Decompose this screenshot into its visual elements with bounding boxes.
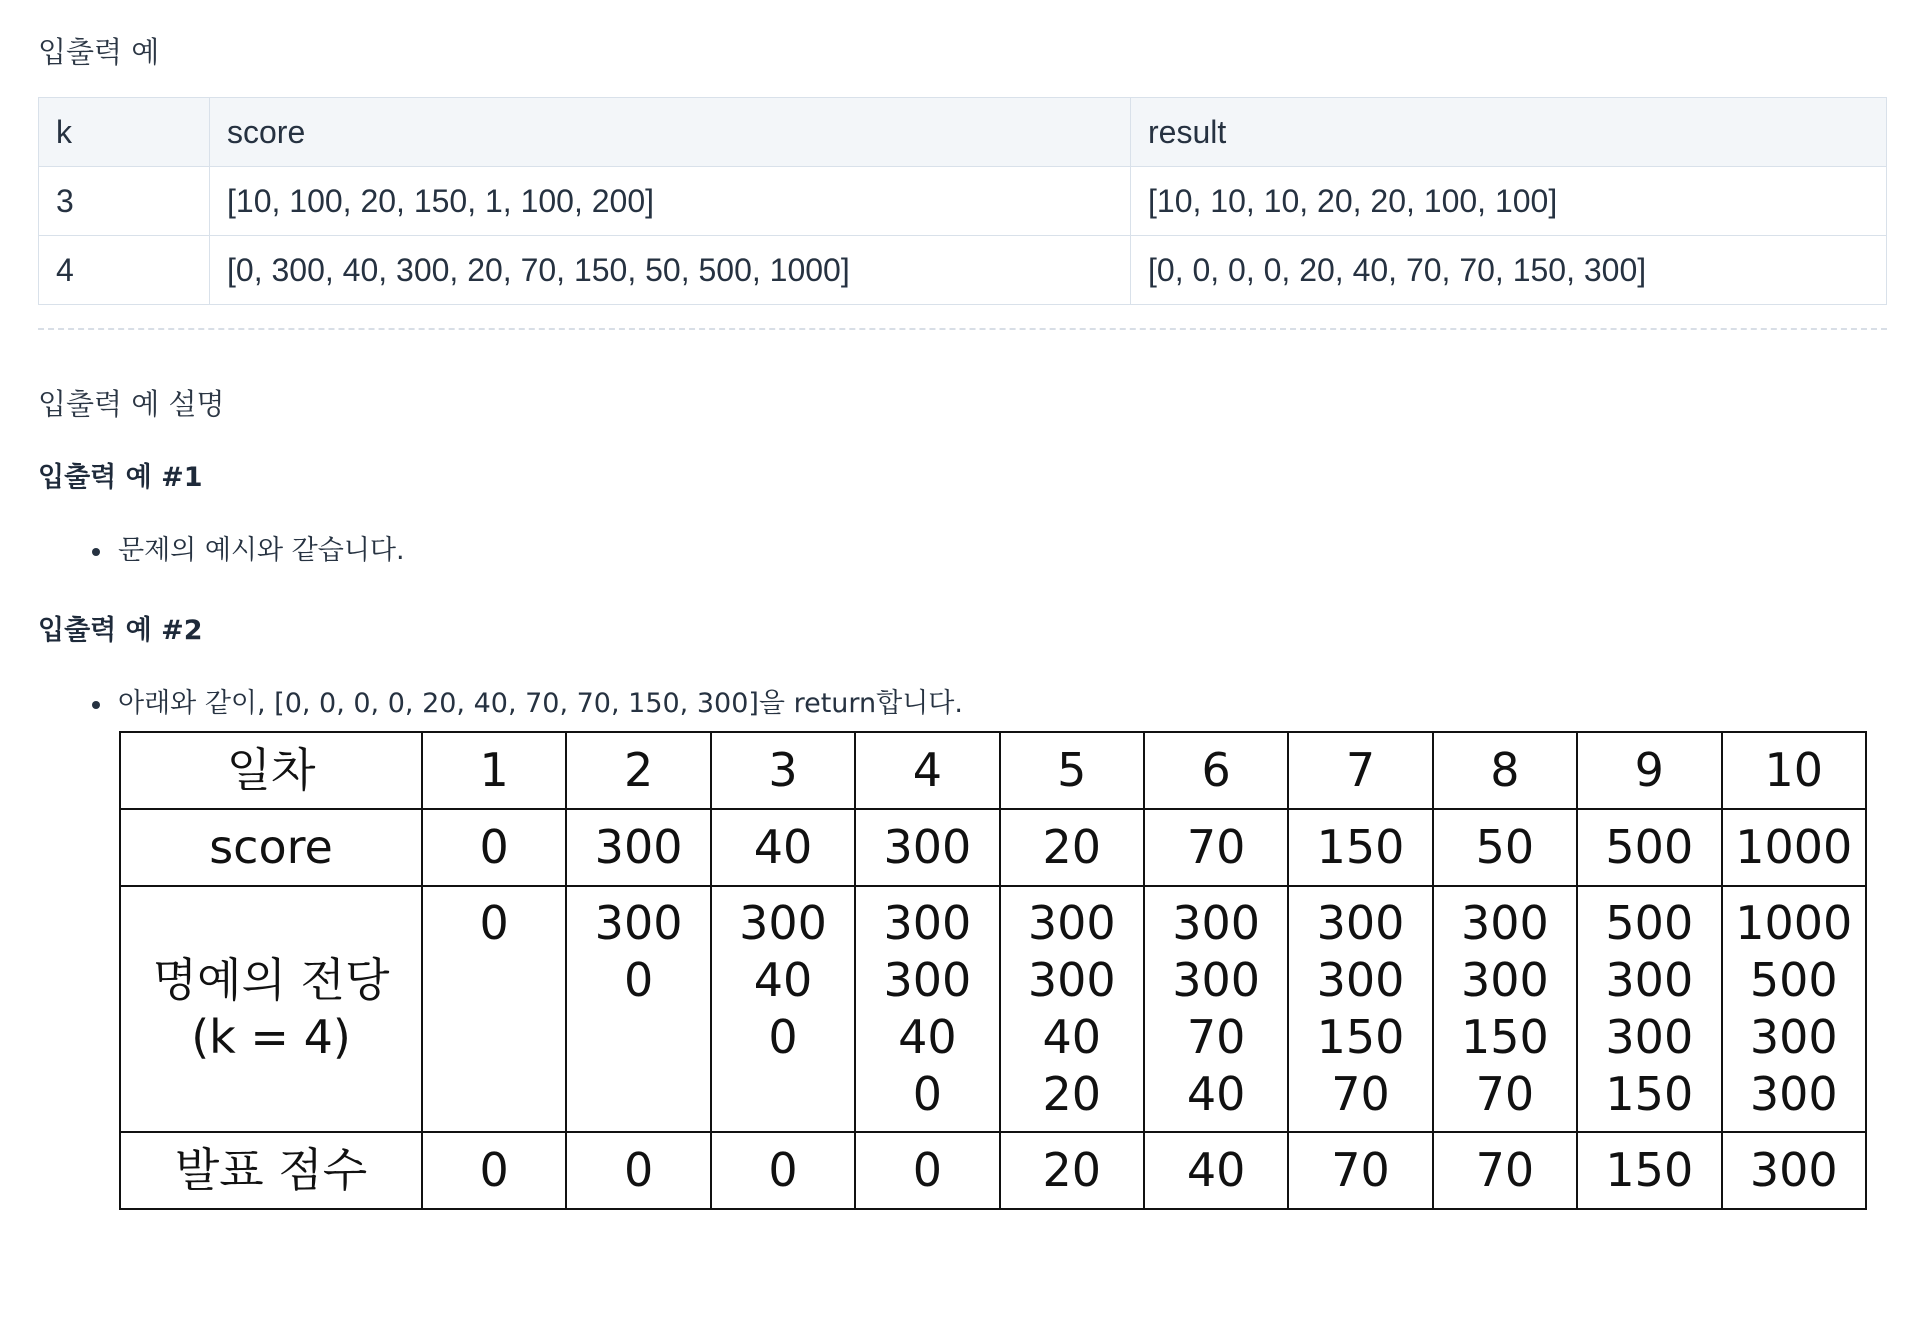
score-cell: 0 xyxy=(422,809,566,886)
hall-entry: 300 xyxy=(1027,896,1116,950)
announce-cell: 0 xyxy=(422,1132,566,1209)
hall-entry: 40 xyxy=(1042,1010,1102,1064)
day-cell: 1 xyxy=(422,732,566,809)
hall-entry: 40 xyxy=(1186,1067,1246,1121)
cell-result: [10, 10, 10, 20, 20, 100, 100] xyxy=(1131,167,1887,236)
day-cell: 10 xyxy=(1722,732,1866,809)
score-cell: 50 xyxy=(1433,809,1577,886)
io-example-heading: 입출력 예 xyxy=(38,35,160,69)
day-cell: 5 xyxy=(1000,732,1144,809)
list-item: 아래와 같이, [0, 0, 0, 0, 20, 40, 70, 70, 150, 300]을 return합니다. xyxy=(92,686,963,722)
hall-entry: 150 xyxy=(1461,1010,1549,1064)
score-cell: 150 xyxy=(1288,809,1432,886)
hall-entry: 300 xyxy=(883,953,972,1007)
hall-label-title: 명예의 전당 xyxy=(152,953,390,1007)
hall-entry: 1000 xyxy=(1735,896,1853,950)
table-row xyxy=(39,236,1887,305)
day-cell: 7 xyxy=(1288,732,1432,809)
hall-entry: 300 xyxy=(1605,1010,1694,1064)
announce-cell: 0 xyxy=(566,1132,710,1209)
hall-entry: 0 xyxy=(479,896,509,950)
hall-entry: 300 xyxy=(1749,1010,1838,1064)
score-cell: 300 xyxy=(855,809,999,886)
day-row xyxy=(120,732,1866,809)
cell-score: [0, 300, 40, 300, 20, 70, 150, 50, 500, 1000] xyxy=(210,236,1131,305)
hall-cell xyxy=(855,886,999,1132)
day-cell: 4 xyxy=(855,732,999,809)
score-label: score xyxy=(120,809,422,886)
score-cell: 40 xyxy=(711,809,855,886)
hall-row xyxy=(120,886,1866,1132)
hall-entry: 300 xyxy=(1027,953,1116,1007)
hall-entry: 70 xyxy=(1186,1010,1246,1064)
day-label: 일차 xyxy=(120,732,422,809)
announce-cell: 0 xyxy=(711,1132,855,1209)
table-row xyxy=(39,167,1887,236)
hall-entry: 300 xyxy=(1316,896,1405,950)
hall-label xyxy=(120,886,422,1132)
example-1-title: 입출력 예 #1 xyxy=(38,462,203,493)
cell-score: [10, 100, 20, 150, 1, 100, 200] xyxy=(210,167,1131,236)
hall-entry: 500 xyxy=(1605,896,1694,950)
hall-entry: 0 xyxy=(768,1010,798,1064)
example-2-list xyxy=(92,686,963,722)
announce-cell: 70 xyxy=(1288,1132,1432,1209)
hall-cell xyxy=(1577,886,1721,1132)
column-header-result: result xyxy=(1131,98,1887,167)
score-cell: 500 xyxy=(1577,809,1721,886)
hall-entry: 20 xyxy=(1042,1067,1102,1121)
io-example-table xyxy=(38,97,1887,305)
score-row xyxy=(120,809,1866,886)
hall-cell xyxy=(1433,886,1577,1132)
hall-entry: 0 xyxy=(623,953,654,1007)
announce-cell: 20 xyxy=(1000,1132,1144,1209)
column-header-score: score xyxy=(210,98,1131,167)
announce-cell: 0 xyxy=(855,1132,999,1209)
day-cell: 6 xyxy=(1144,732,1288,809)
hall-label-k: (k = 4) xyxy=(191,1010,351,1064)
announce-label: 발표 점수 xyxy=(120,1132,422,1209)
score-cell: 1000 xyxy=(1722,809,1866,886)
hall-entry: 40 xyxy=(898,1010,957,1064)
hall-entry: 300 xyxy=(1172,896,1261,950)
list-item: 문제의 예시와 같습니다. xyxy=(92,533,405,569)
example-2-title: 입출력 예 #2 xyxy=(38,615,203,646)
cell-k: 4 xyxy=(39,236,210,305)
announce-cell: 70 xyxy=(1433,1132,1577,1209)
hall-entry: 40 xyxy=(753,953,813,1007)
example-1-list xyxy=(92,533,405,569)
hall-entry: 0 xyxy=(912,1067,942,1121)
day-cell: 8 xyxy=(1433,732,1577,809)
hall-cell xyxy=(711,886,855,1132)
announce-cell: 300 xyxy=(1722,1132,1866,1209)
announce-cell: 40 xyxy=(1144,1132,1288,1209)
hall-cell xyxy=(1722,886,1866,1132)
cell-k: 3 xyxy=(39,167,210,236)
hall-entry: 300 xyxy=(1316,953,1405,1007)
hall-entry: 300 xyxy=(1172,953,1261,1007)
day-cell: 9 xyxy=(1577,732,1721,809)
hall-entry: 300 xyxy=(1461,896,1549,950)
hall-entry: 500 xyxy=(1749,953,1838,1007)
day-cell: 3 xyxy=(711,732,855,809)
hall-cell xyxy=(422,886,566,1132)
score-cell: 300 xyxy=(566,809,710,886)
hall-cell xyxy=(1288,886,1432,1132)
hall-entry: 300 xyxy=(1461,953,1549,1007)
hall-entry: 70 xyxy=(1475,1067,1535,1121)
announce-row xyxy=(120,1132,1866,1209)
hall-cell xyxy=(1000,886,1144,1132)
score-cell: 70 xyxy=(1144,809,1288,886)
hall-entry: 300 xyxy=(883,896,972,950)
hall-entry: 300 xyxy=(1605,953,1694,1007)
hall-entry: 300 xyxy=(1749,1067,1838,1121)
cell-result: [0, 0, 0, 0, 20, 40, 70, 70, 150, 300] xyxy=(1131,236,1887,305)
hall-cell xyxy=(566,886,710,1132)
hall-entry: 70 xyxy=(1331,1067,1390,1121)
column-header-k: k xyxy=(39,98,210,167)
explanation-heading: 입출력 예 설명 xyxy=(38,387,225,421)
table-header-row xyxy=(39,98,1887,167)
hall-entry: 150 xyxy=(1316,1010,1405,1064)
announce-cell: 150 xyxy=(1577,1132,1721,1209)
day-cell: 2 xyxy=(566,732,710,809)
hall-entry: 150 xyxy=(1605,1067,1694,1121)
score-cell: 20 xyxy=(1000,809,1144,886)
section-divider xyxy=(38,328,1887,330)
hall-of-fame-table xyxy=(119,731,1867,1210)
hall-cell xyxy=(1144,886,1288,1132)
hall-entry: 300 xyxy=(594,896,683,950)
hall-entry: 300 xyxy=(739,896,827,950)
